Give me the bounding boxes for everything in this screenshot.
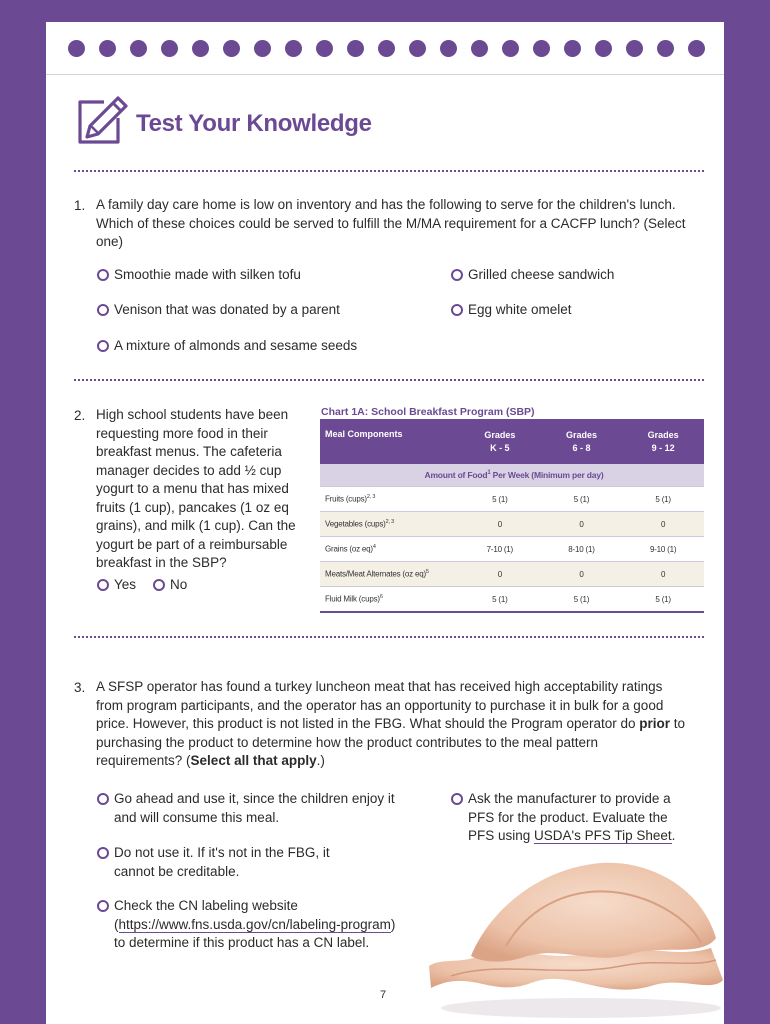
- binder-hole: [626, 40, 643, 57]
- binder-hole: [564, 40, 581, 57]
- binder-hole: [161, 40, 178, 57]
- binder-hole: [440, 40, 457, 57]
- table-row: Fruits (cups)$^{2, 3}$ 5 (1) 5 (1) 5 (1): [320, 487, 704, 512]
- binder-hole: [192, 40, 209, 57]
- worksheet-page: [46, 22, 724, 1024]
- radio-icon[interactable]: [97, 340, 109, 352]
- binder-hole: [254, 40, 271, 57]
- radio-icon[interactable]: [97, 793, 109, 805]
- binder-hole: [316, 40, 333, 57]
- col-header-grades-k5: Grades K - 5: [459, 419, 541, 464]
- binder-hole: [533, 40, 550, 57]
- radio-icon[interactable]: [97, 304, 109, 316]
- amount-of-food-subheader: Amount of Food$^1$ Per Week (Minimum per day): [320, 464, 704, 487]
- section-divider: [74, 170, 704, 172]
- page-title: Test Your Knowledge: [136, 110, 372, 137]
- q3-option-check-cn-label[interactable]: Check the CN labeling website (https://www.fns.usda.gov/cn/labeling-program) to determine if this product has a CN label.: [97, 897, 407, 953]
- col-header-grades-6-8: Grades 6 - 8: [541, 419, 623, 464]
- binder-hole: [68, 40, 85, 57]
- radio-icon[interactable]: [153, 579, 165, 591]
- sbp-chart-table: [320, 419, 704, 613]
- turkey-slices-image: [411, 848, 729, 1018]
- q1-option-almonds-sesame[interactable]: A mixture of almonds and sesame seeds: [97, 337, 497, 356]
- q3-option-use-it[interactable]: Go ahead and use it, since the children enjoy it and will consume this meal.: [97, 790, 397, 827]
- table-row: Meats/Meat Alternates (oz eq)$^5$ 0 0 0: [320, 562, 704, 587]
- binder-hole: [223, 40, 240, 57]
- question-number: 3.: [74, 680, 86, 695]
- q1-option-grilled-cheese[interactable]: Grilled cheese sandwich: [451, 266, 711, 285]
- radio-icon[interactable]: [97, 847, 109, 859]
- binder-hole: [409, 40, 426, 57]
- section-divider: [74, 379, 704, 381]
- table-row: Grains (oz eq)$^4$ 7-10 (1) 8-10 (1) 9-10 (1): [320, 537, 704, 562]
- radio-icon[interactable]: [97, 579, 109, 591]
- binder-ring-strip: [46, 22, 724, 75]
- q2-option-no[interactable]: No: [153, 576, 213, 595]
- chart-title: Chart 1A: School Breakfast Program (SBP): [321, 406, 535, 418]
- binder-hole: [347, 40, 364, 57]
- binder-hole: [657, 40, 674, 57]
- question-number: 1.: [74, 198, 86, 213]
- q1-option-venison[interactable]: Venison that was donated by a parent: [97, 301, 427, 320]
- binder-hole: [688, 40, 705, 57]
- radio-icon[interactable]: [97, 900, 109, 912]
- col-header-meal-components: Meal Components: [320, 419, 459, 464]
- binder-hole: [378, 40, 395, 57]
- radio-icon[interactable]: [451, 304, 463, 316]
- question-3-text: A SFSP operator has found a turkey luncheon meat that has received high acceptability ratings from program participants, and the operator has an opportunity to purchase it in bulk for a good price. However, this product is not listed in the FBG. What should the Program operator do prior to purchasing the product to determine how the product contributes to the meal pattern requirements? (Select all that apply.): [96, 679, 686, 768]
- radio-icon[interactable]: [97, 269, 109, 281]
- question-number: 2.: [74, 408, 86, 423]
- binder-hole: [595, 40, 612, 57]
- radio-icon[interactable]: [451, 269, 463, 281]
- col-header-grades-9-12: Grades 9 - 12: [622, 419, 704, 464]
- binder-hole: [471, 40, 488, 57]
- question-2-text: High school students have been requesting more food in their breakfast menus. The cafeteria manager decides to add ½ cup yogurt to a menu that has mixed fruits (1 cup), pancakes (1 oz eq grains), and milk (1 cup). Can the yogurt be part of a reimbursable breakfast in the SBP?: [96, 407, 296, 570]
- q3-option-do-not-use[interactable]: Do not use it. If it's not in the FBG, it cannot be creditable.: [97, 844, 337, 881]
- section-divider: [74, 636, 704, 638]
- q2-option-yes[interactable]: Yes: [97, 576, 157, 595]
- q1-option-egg-white[interactable]: Egg white omelet: [451, 301, 711, 320]
- radio-icon[interactable]: [451, 793, 463, 805]
- cn-labeling-link[interactable]: https://www.fns.usda.gov/cn/labeling-program: [118, 916, 391, 932]
- q3-option-ask-manufacturer[interactable]: Ask the manufacturer to provide a PFS for the product. Evaluate the PFS using USDA's PFS Tip Sheet.: [451, 790, 686, 846]
- pfs-tip-sheet-link[interactable]: USDA's PFS Tip Sheet: [534, 828, 672, 843]
- q1-option-tofu[interactable]: Smoothie made with silken tofu: [97, 266, 427, 285]
- binder-hole: [285, 40, 302, 57]
- binder-hole: [502, 40, 519, 57]
- page-number: 7: [380, 989, 387, 1001]
- table-row: Fluid Milk (cups)$^6$ 5 (1) 5 (1) 5 (1): [320, 587, 704, 613]
- binder-hole: [130, 40, 147, 57]
- binder-hole: [99, 40, 116, 57]
- edit-pencil-icon: [74, 94, 128, 148]
- table-row: Vegetables (cups)$^{2, 3}$ 0 0 0: [320, 512, 704, 537]
- question-1-text: A family day care home is low on inventory and has the following to serve for the children's lunch. Which of these choices could be served to fulfill the M/MA requirement for a CACFP lunch? (Select one): [96, 197, 686, 249]
